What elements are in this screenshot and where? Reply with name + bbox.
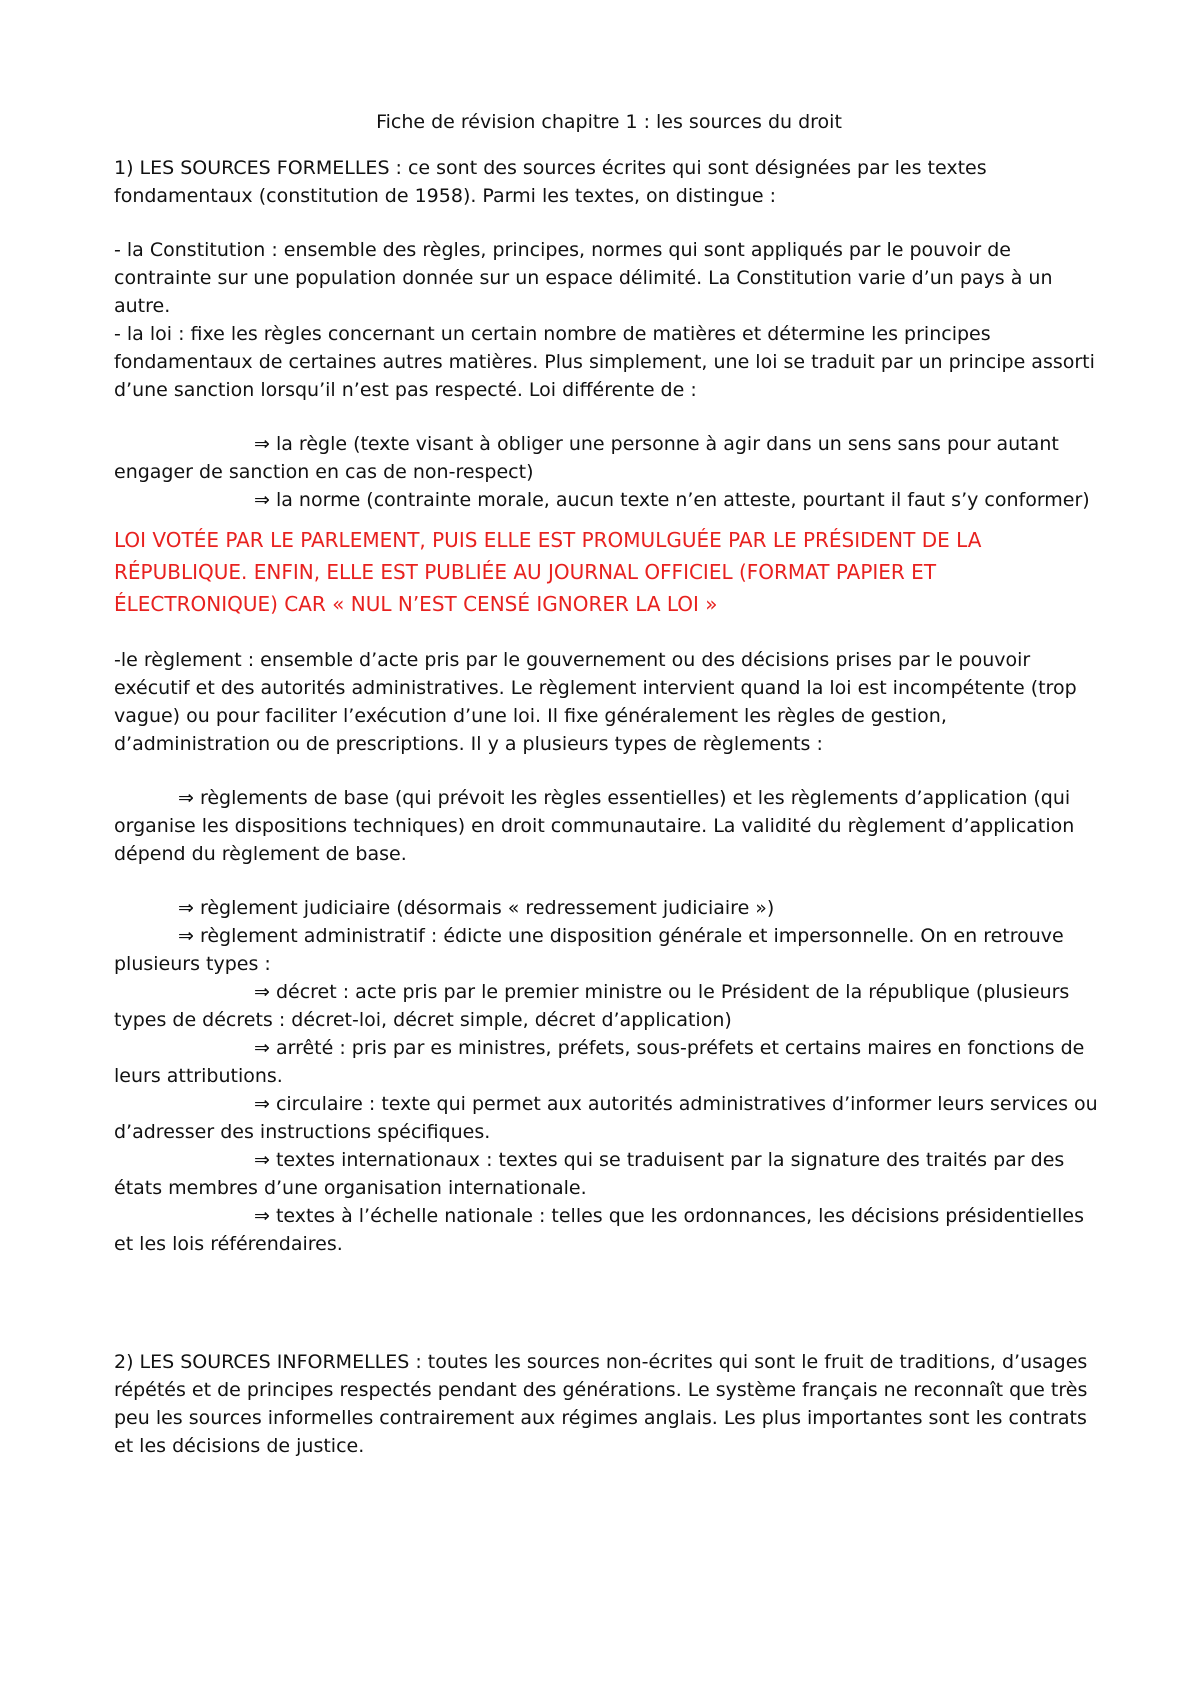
spacer — [114, 868, 1104, 894]
spacer — [114, 210, 1104, 236]
reglement-administratif-item: ⇒ règlement administratif : édicte une disposition générale et impersonnelle. On en retrouve plusieurs types : — [114, 925, 1064, 975]
loi-difference-regle: ⇒ la règle (texte visant à obliger une personne à agir dans un sens sans pour autant engager de sanction en cas de non-respect) — [114, 433, 1059, 483]
constitution-paragraph: - la Constitution : ensemble des règles, principes, normes qui sont appliqués par le pouvoir de contrainte sur une population donnée sur un espace délimité. La Constitution varie d’un pays à un autre. — [114, 239, 1053, 317]
section-1-intro: 1) LES SOURCES FORMELLES : ce sont des sources écrites qui sont désignées par les textes fondamentaux (constitution de 1958). Parmi les textes, on distingue : — [114, 157, 987, 207]
circulaire-item: ⇒ circulaire : texte qui permet aux autorités administratives d’informer leurs services ou d’adresser des instructions spécifiques. — [114, 1093, 1098, 1143]
reglement-judiciaire-item: ⇒ règlement judiciaire (désormais « redressement judiciaire ») — [178, 897, 775, 919]
reglement-paragraph: -le règlement : ensemble d’acte pris par le gouvernement ou des décisions prises par le pouvoir exécutif et des autorités administratives. Le règlement intervient quand la loi est incompétente (trop vague) ou pour faciliter l’exécution d’une loi. Il fixe généralement les règles de gestion, d’administration ou de prescriptions. Il y a plusieurs types de règlements : — [114, 649, 1077, 755]
spacer — [114, 1258, 1104, 1348]
reglement-base-item: ⇒ règlements de base (qui prévoit les règles essentielles) et les règlements d’application (qui organise les dispositions techniques) en droit communautaire. La validité du règlement d’application dépend du règlement de base. — [114, 787, 1075, 865]
arrete-item: ⇒ arrêté : pris par es ministres, préfets, sous-préfets et certains maires en fonctions de leurs attributions. — [114, 1037, 1085, 1087]
spacer — [114, 758, 1104, 784]
loi-paragraph: - la loi : fixe les règles concernant un certain nombre de matières et détermine les principes fondamentaux de certaines autres matières. Plus simplement, une loi se traduit par un principe assorti d’une sanction lorsqu’il n’est pas respecté. Loi différente de : — [114, 323, 1095, 401]
textes-internationaux-item: ⇒ textes internationaux : textes qui se traduisent par la signature des traités par des états membres d’une organisation internationale. — [114, 1149, 1065, 1199]
page-title: Fiche de révision chapitre 1 : les sources du droit — [376, 111, 842, 133]
red-highlight-note: LOI VOTÉE PAR LE PARLEMENT, PUIS ELLE EST PROMULGUÉE PAR LE PRÉSIDENT DE LA RÉPUBLIQUE. ENFIN, ELLE EST PUBLIÉE AU JOURNAL OFFICIEL (FORMAT PAPIER ET ÉLECTRONIQUE) CAR « NUL N’EST CENSÉ IGNORER LA LOI » — [114, 528, 982, 616]
document-page — [114, 108, 1104, 1460]
spacer — [114, 620, 1104, 646]
textes-nationaux-item: ⇒ textes à l’échelle nationale : telles que les ordonnances, les décisions présidentielles et les lois référendaires. — [114, 1205, 1084, 1255]
spacer — [114, 404, 1104, 430]
section-2-intro: 2) LES SOURCES INFORMELLES : toutes les sources non-écrites qui sont le fruit de traditions, d’usages répétés et de principes respectés pendant des générations. Le système français ne reconnaît que très peu les sources informelles contrairement aux régimes anglais. Les plus importantes sont les contrats et les décisions de justice. — [114, 1351, 1088, 1457]
decret-item: ⇒ décret : acte pris par le premier ministre ou le Président de la république (plusieurs types de décrets : décret-loi, décret simple, décret d’application) — [114, 981, 1070, 1031]
loi-difference-norme: ⇒ la norme (contrainte morale, aucun texte n’en atteste, pourtant il faut s’y conformer) — [254, 489, 1090, 511]
